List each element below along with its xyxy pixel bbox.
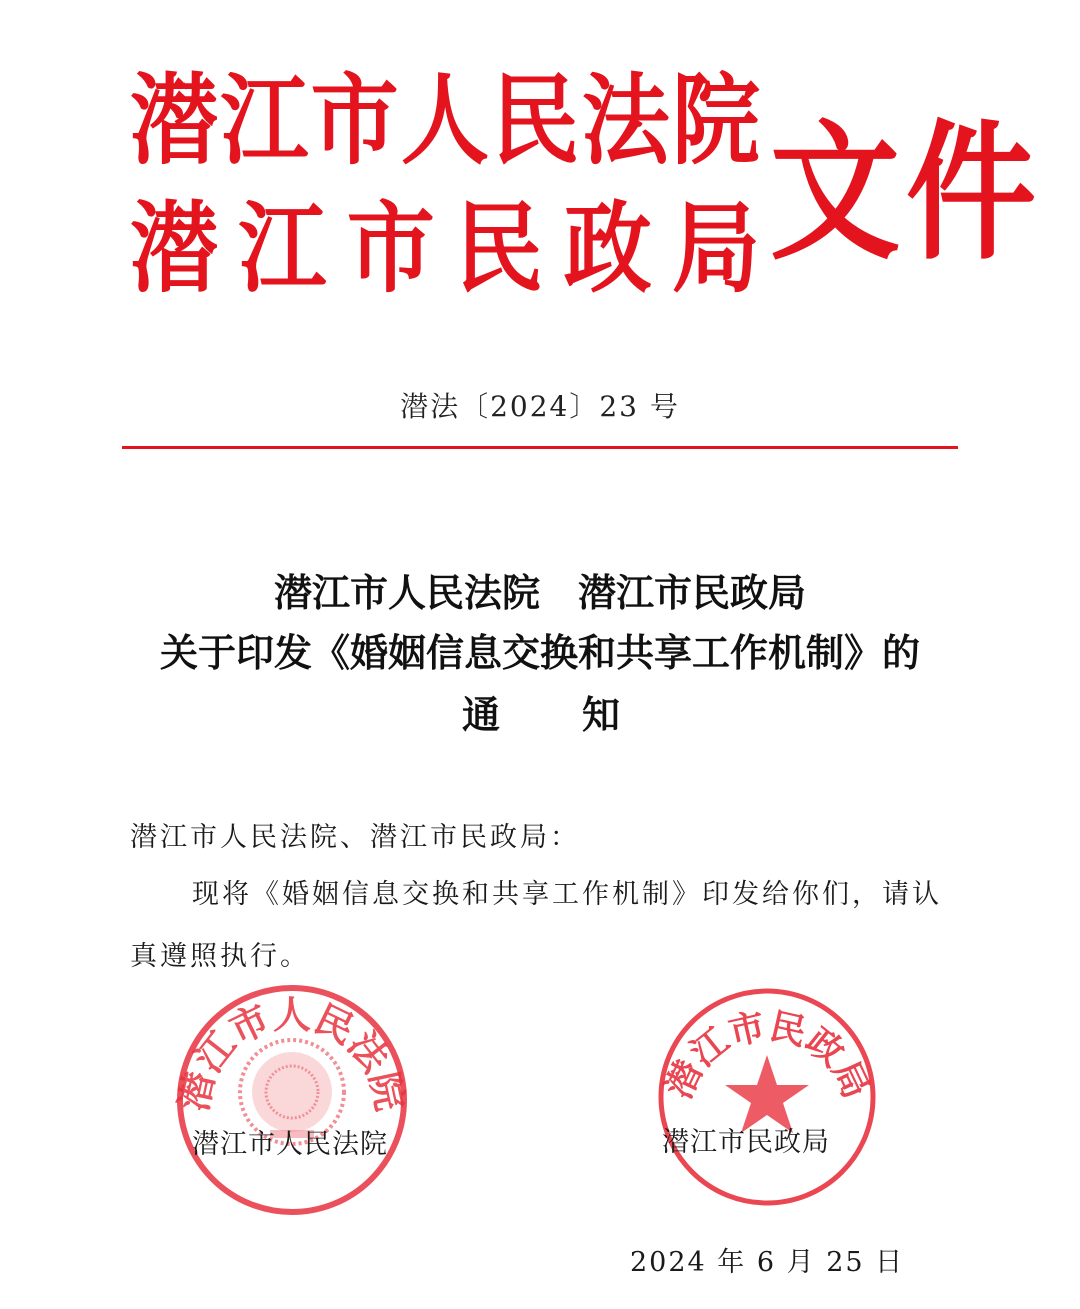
document-number: 潜法〔2024〕23 号 <box>400 390 680 423</box>
masthead-char: 院 <box>671 61 760 179</box>
masthead-char: 民 <box>491 61 580 179</box>
masthead-line-court <box>130 61 760 179</box>
masthead-line-civil-affairs <box>130 189 760 307</box>
body-paragraph-line-1: 现将《婚姻信息交换和共享工作机制》印发给你们，请认 <box>192 879 942 910</box>
masthead-char: 件 <box>906 104 1037 281</box>
signature-civil-affairs: 潜江市民政局 <box>662 1127 830 1158</box>
body-paragraph-line-2: 真遵照执行。 <box>130 941 310 972</box>
title-line-1: 潜江市人民法院 潜江市民政局 <box>273 571 806 615</box>
masthead-char: 人 <box>400 61 489 179</box>
title-char-tong: 通 <box>462 693 501 737</box>
signature-court: 潜江市人民法院 <box>192 1129 388 1160</box>
civil-affairs-seal-ring-text: 潜江市民政局 <box>658 1005 877 1105</box>
addressee: 潜江市人民法院、潜江市民政局： <box>130 822 580 853</box>
masthead-char: 法 <box>581 61 670 179</box>
title-char-zhi: 知 <box>582 693 621 737</box>
masthead-char: 文 <box>770 104 901 281</box>
masthead <box>130 61 1037 320</box>
masthead-char: 潜 <box>130 61 219 179</box>
masthead-char: 政 <box>563 189 652 307</box>
masthead-char: 市 <box>310 61 399 179</box>
masthead-char: 潜 <box>130 189 219 307</box>
red-divider-rule <box>122 446 958 449</box>
masthead-char: 江 <box>238 189 327 307</box>
masthead-char: 江 <box>220 61 309 179</box>
court-seal-ring-text: 潜江市人民法院 <box>172 992 412 1115</box>
issue-date: 2024 年 6 月 25 日 <box>630 1247 905 1278</box>
title-line-2: 关于印发《婚姻信息交换和共享工作机制》的 <box>159 631 920 675</box>
masthead-char: 民 <box>455 189 544 307</box>
court-seal <box>172 980 412 1220</box>
masthead-char: 市 <box>346 189 435 307</box>
civil-affairs-seal <box>655 985 880 1210</box>
masthead-char: 局 <box>671 189 760 307</box>
masthead-suffix <box>770 104 1037 281</box>
